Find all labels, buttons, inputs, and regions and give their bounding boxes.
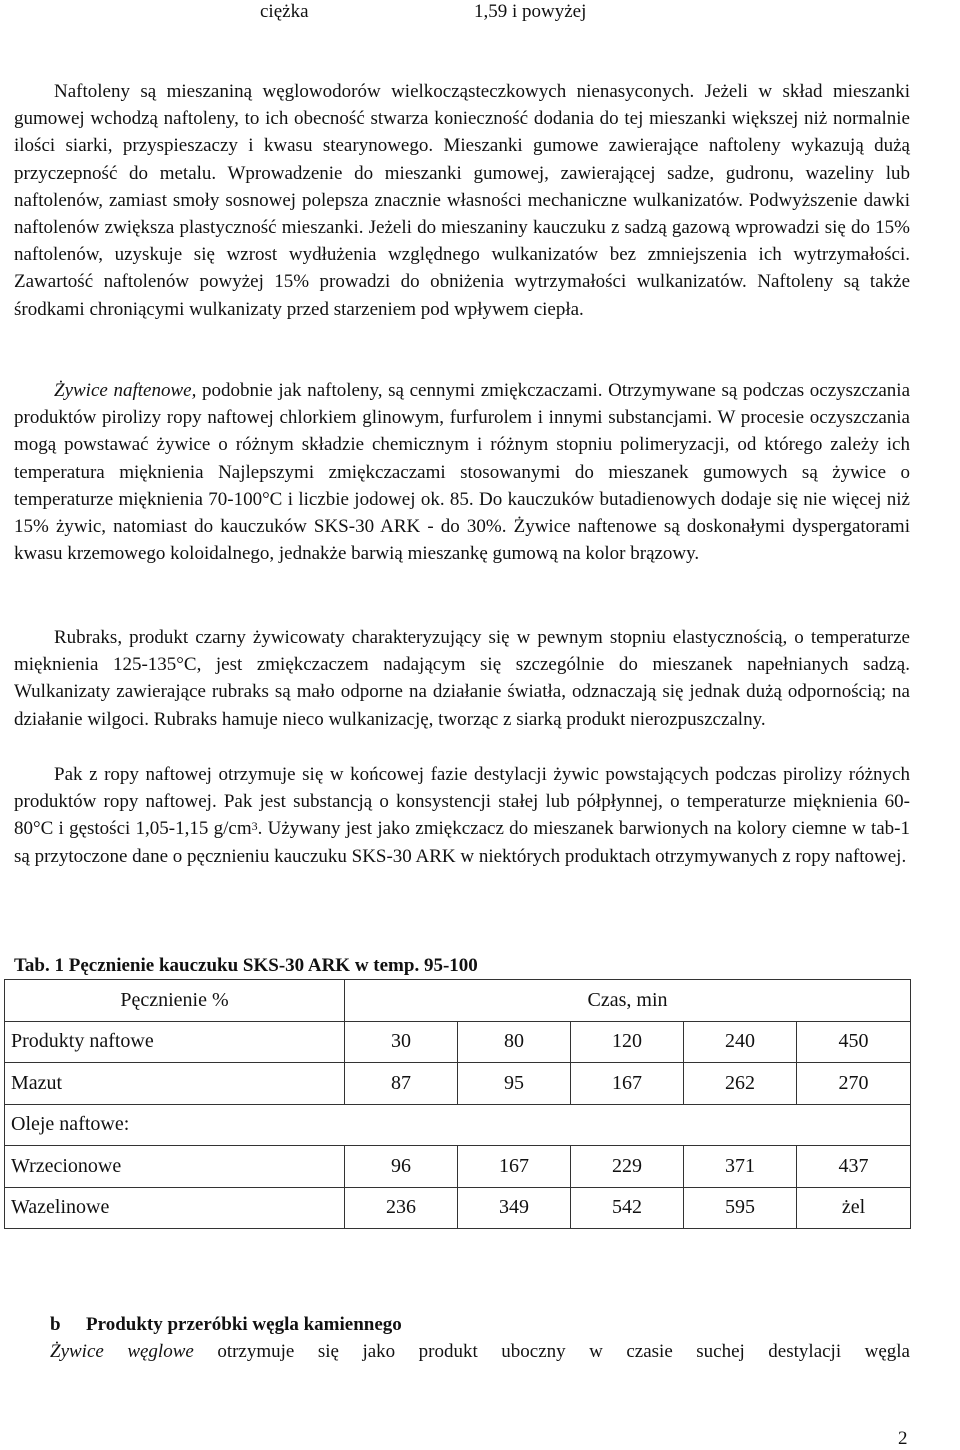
continuation-label: ciężka: [260, 1, 309, 22]
paragraph-zywice-naftenowe: [14, 377, 910, 567]
cell: 229: [571, 1146, 684, 1188]
continuation-value: 1,59 i powyżej: [474, 1, 587, 22]
row-label: Produkty naftowe: [5, 1021, 345, 1063]
header-time: Czas, min: [345, 980, 911, 1022]
cell: 371: [684, 1146, 797, 1188]
paragraph-zywice-naftenowe-text: podobnie jak naftoleny, są cennymi zmiękczaczami. Otrzymywane są podczas oczyszczania produktów pirolizy ropy naftowej chlorkiem glinowym, furfurolem i innymi substancjami. W procesie oczyszczania mogą powstawać żywice o różnym składzie chemicznym i różnym stopniu polimeryzacji, od którego zależy ich temperatura mięknienia Najlepszymi zmiękczaczami stosowanymi do mieszanek gumowych są żywice o temperaturze mięknienia 70-100°C i liczbie jodowej ok. 85. Do kauczuków butadienowych dodaje się nie więcej niż 15% żywic, natomiast do kauczuków SKS-30 ARK - do 30%. Żywice naftenowe są doskonałymi dyspergatorami kwasu krzemowego koloidalnego, jednakże barwią mieszankę gumową na kolor brązowy.: [14, 380, 910, 565]
term-zywice-weglowe: Żywice węglowe: [50, 1341, 194, 1362]
section-title: Produkty przeróbki węgla kamiennego: [86, 1314, 402, 1335]
section-b-heading: [50, 1314, 402, 1336]
table-row: [5, 1146, 911, 1188]
paragraph-rubraks-text: Rubraks, produkt czarny żywicowaty charakteryzujący się w pewnym stopniu elastycznością, o temperaturze mięknienia 125-135°C, jest zmiękczaczem nadającym się szczególnie do mieszanek napełnianych sadzą. Wulkanizaty zawierające rubraks są mało odporne na działanie światła, odznaczają się jednak dużą odpornością; na działanie wilgoci. Rubraks hamuje nieco wulkanizację, tworząc z siarką produkt nierozpuszczalny.: [14, 627, 910, 730]
table-row: [5, 1187, 911, 1229]
row-label: Wrzecionowe: [5, 1146, 345, 1188]
table-row: [5, 1104, 911, 1146]
table-row: [5, 1021, 911, 1063]
paragraph-naftoleny: [14, 78, 910, 323]
cell: 450: [797, 1021, 911, 1063]
cell: 349: [458, 1187, 571, 1229]
row-label: Oleje naftowe:: [5, 1104, 911, 1146]
superscript-3: 3: [251, 819, 258, 834]
table-title: Tab. 1 Pęcznienie kauczuku SKS-30 ARK w temp. 95-100: [14, 955, 478, 976]
paragraph-pak: [14, 761, 910, 870]
cell: 437: [797, 1146, 911, 1188]
paragraph-pak-text-a: Pak z ropy naftowej otrzymuje się w końcowej fazie destylacji żywic powstających podczas pirolizy różnych produktów ropy naftowej. Pak jest substancją o konsystencji stałej lub półpłynnej, o temperaturze mięknienia 60-80°C i gęstości 1,05-1,15 g/cm: [14, 764, 910, 840]
header-swelling: Pęcznienie %: [5, 980, 345, 1022]
row-label: Wazelinowe: [5, 1187, 345, 1229]
swelling-table: [4, 979, 911, 1229]
cell: 120: [571, 1021, 684, 1063]
paragraph-pak-text-b: . Używany jest jako zmiękczacz do mieszanek barwionych na kolory ciemne w tab-1 są przytoczone dane o pęcznieniu kauczuku SKS-30 ARK w niektórych produktach otrzymywanych z ropy naftowej.: [14, 818, 910, 867]
cell: 87: [345, 1063, 458, 1105]
cell: 240: [684, 1021, 797, 1063]
cell: 167: [571, 1063, 684, 1105]
cell: 95: [458, 1063, 571, 1105]
table-header-row: [5, 980, 911, 1022]
cell: 80: [458, 1021, 571, 1063]
paragraph-rubraks: [14, 624, 910, 733]
section-letter: b: [50, 1314, 61, 1335]
cell: 96: [345, 1146, 458, 1188]
cell: 167: [458, 1146, 571, 1188]
cell: 30: [345, 1021, 458, 1063]
term-zywice-naftenowe: Żywice naftenowe,: [54, 380, 197, 401]
page-number: 2: [898, 1428, 908, 1449]
cell: 236: [345, 1187, 458, 1229]
table-continuation-row: [0, 0, 960, 26]
cell: 270: [797, 1063, 911, 1105]
paragraph-naftoleny-text: Naftoleny są mieszaniną węglowodorów wielkocząsteczkowych nienasyconych. Jeżeli w skład mieszanki gumowej wchodzą naftoleny, to ich obecność stwarza konieczność dodania do tej mieszanki większej niż normalnie ilości siarki, przyspieszaczy i kwasu stearynowego. Mieszanki gumowe zawierające naftoleny wykazują dużą przyczepność do metalu. Wprowadzenie do mieszanki gumowej, zawierającej sadze, gudronu, wazeliny lub naftolenów, zamiast smoły sosnowej polepsza znacznie własności mechaniczne wulkanizatów. Podwyższenie dawki naftolenów zwiększa plastyczność mieszanki. Jeżeli do mieszaniny kauczuku z sadzą gazową wprowadzi się do 15% naftolenów, uzyskuje się wzrost wydłużenia względnego wulkanizatów bez zmniejszenia ich wytrzymałości. Zawartość naftolenów powyżej 15% prowadzi do obniżenia wytrzymałości wulkanizatów. Naftoleny są także środkami chroniącymi wulkanizaty przed starzeniem pod wpływem ciepła.: [14, 81, 910, 320]
table-row: [5, 1063, 911, 1105]
section-b-text: [50, 1341, 910, 1363]
cell: żel: [797, 1187, 911, 1229]
section-b-sentence: otrzymuje się jako produkt uboczny w czasie suchej destylacji węgla: [193, 1341, 910, 1362]
cell: 542: [571, 1187, 684, 1229]
cell: 595: [684, 1187, 797, 1229]
row-label: Mazut: [5, 1063, 345, 1105]
cell: 262: [684, 1063, 797, 1105]
